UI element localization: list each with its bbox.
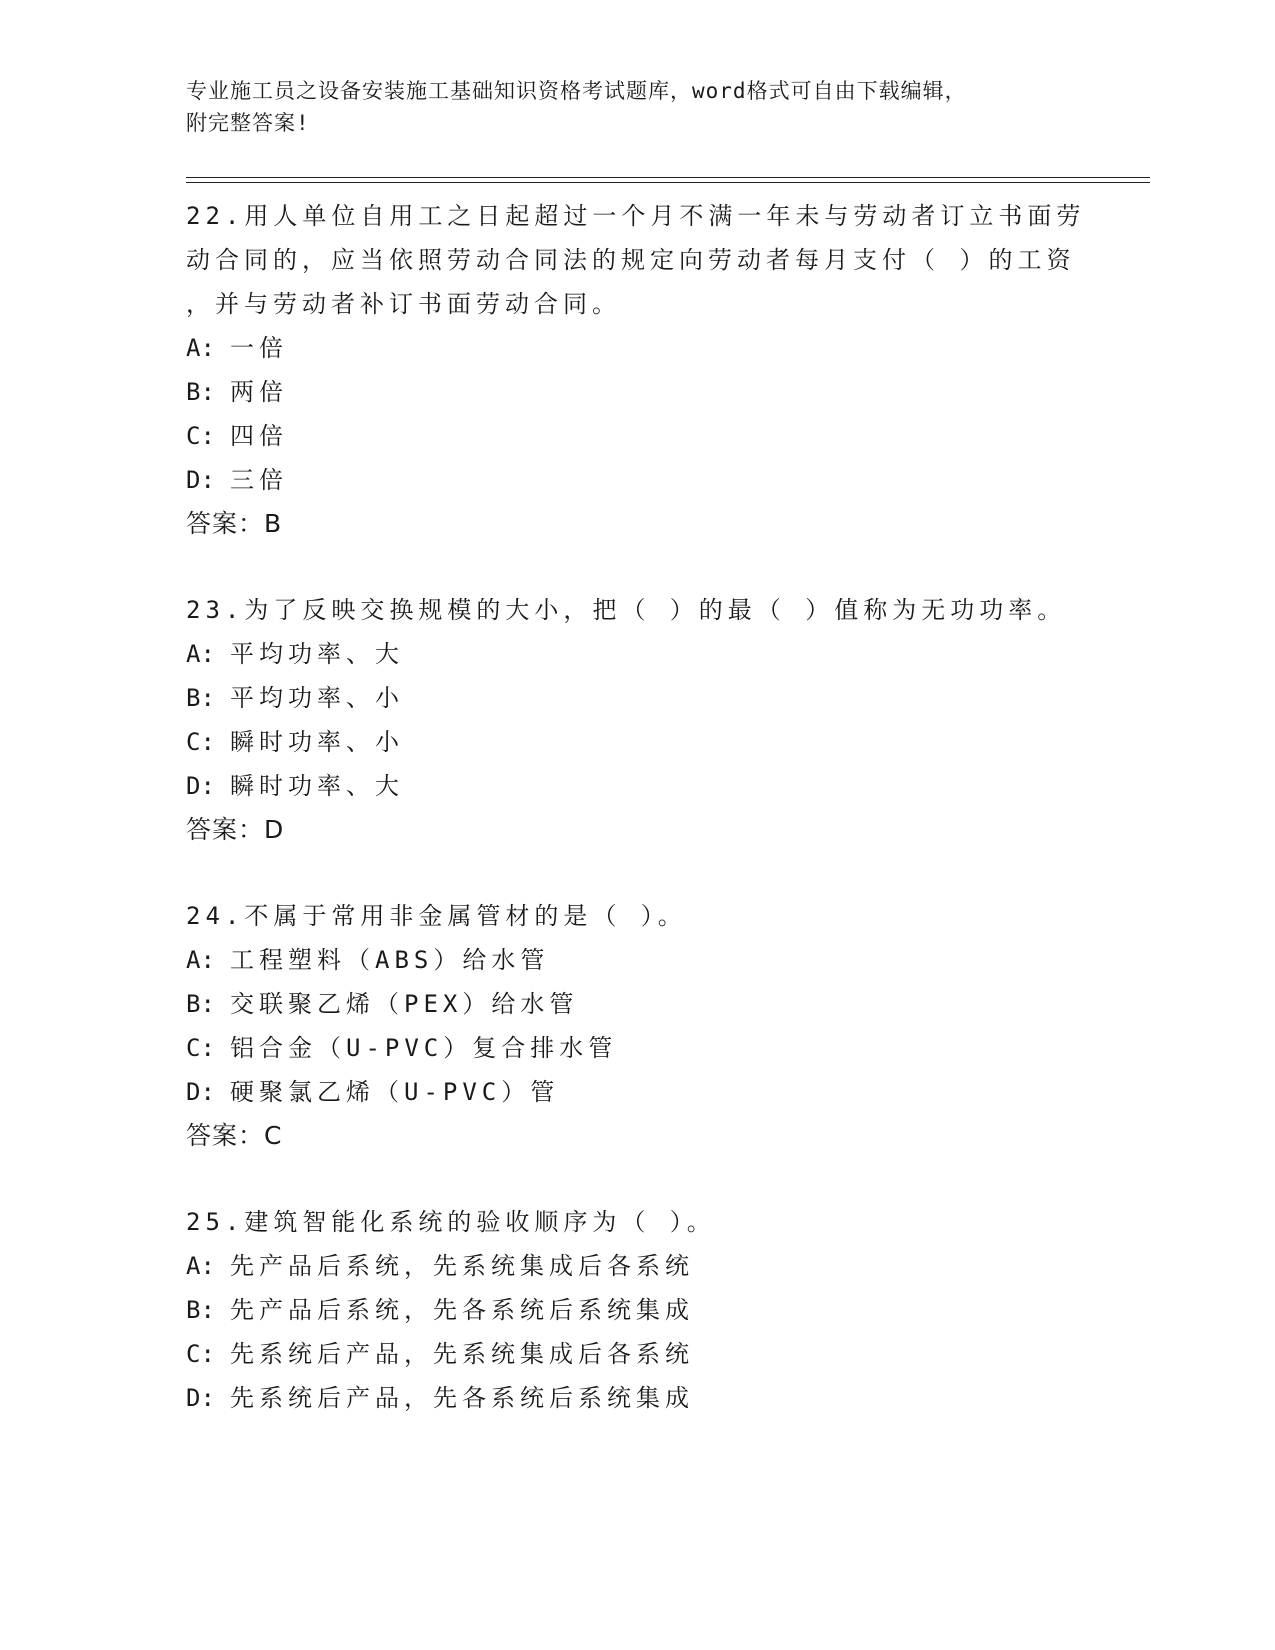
option-text: 先系统后产品，先系统集成后各系统 — [230, 1340, 694, 1368]
question-24-line-1: 24.不属于常用非金属管材的是（ ）。 — [186, 902, 687, 930]
option-letter: B: — [186, 990, 215, 1018]
question-22-line-1: 22.用人单位自用工之日起超过一个月不满一年未与劳动者订立书面劳 — [186, 202, 1086, 230]
option-text: 三倍 — [230, 466, 288, 494]
question-25-option-d — [186, 1383, 694, 1413]
question-22-option-c — [186, 421, 288, 451]
option-letter: A: — [186, 946, 215, 974]
option-letter: D: — [186, 466, 215, 494]
option-text: 瞬时功率、小 — [230, 728, 404, 756]
option-letter: B: — [186, 1296, 215, 1324]
option-text: 先产品后系统，先系统集成后各系统 — [230, 1252, 694, 1280]
option-text: 瞬时功率、大 — [230, 772, 404, 800]
option-letter: B: — [186, 378, 215, 406]
option-text: 两倍 — [230, 378, 288, 406]
question-24-option-a — [186, 945, 549, 975]
question-24-option-c — [186, 1033, 617, 1063]
question-23-option-d — [186, 771, 404, 801]
question-22-answer: 答案：B — [186, 509, 283, 538]
option-text: 先系统后产品，先各系统后系统集成 — [230, 1384, 694, 1412]
option-letter: A: — [186, 334, 215, 362]
option-text: 平均功率、小 — [230, 684, 404, 712]
option-letter: C: — [186, 422, 215, 450]
option-text: 工程塑料（ABS）给水管 — [230, 946, 550, 974]
question-22-option-a — [186, 333, 288, 363]
question-24-option-d — [186, 1077, 559, 1107]
question-23-option-c — [186, 727, 404, 757]
option-text: 铝合金（U-PVC）复合排水管 — [230, 1034, 618, 1062]
question-24-answer: 答案：C — [186, 1121, 283, 1150]
option-text: 一倍 — [230, 334, 288, 362]
option-letter: C: — [186, 728, 215, 756]
option-text: 交联聚乙烯（PEX）给水管 — [230, 990, 579, 1018]
option-text: 先产品后系统，先各系统后系统集成 — [230, 1296, 694, 1324]
option-letter: A: — [186, 1252, 215, 1280]
question-22-line-3: ，并与劳动者补订书面劳动合同。 — [186, 290, 621, 318]
question-25-option-c — [186, 1339, 694, 1369]
option-letter: C: — [186, 1340, 215, 1368]
header-line-1: 专业施工员之设备安装施工基础知识资格考试题库，word格式可自由下载编辑， — [186, 79, 967, 103]
question-23-option-b — [186, 683, 404, 713]
question-23-answer: 答案：D — [186, 815, 285, 844]
header-line-2: 附完整答案! — [186, 111, 310, 135]
option-letter: A: — [186, 640, 215, 668]
question-25-option-a — [186, 1251, 694, 1281]
option-letter: B: — [186, 684, 215, 712]
option-text: 四倍 — [230, 422, 288, 450]
question-22-option-d — [186, 465, 288, 495]
question-23-option-a — [186, 639, 404, 669]
option-text: 平均功率、大 — [230, 640, 404, 668]
question-25-option-b — [186, 1295, 694, 1325]
question-23-line-1: 23.为了反映交换规模的大小，把（ ）的最（ ）值称为无功功率。 — [186, 596, 1067, 624]
option-letter: D: — [186, 772, 215, 800]
question-22-option-b — [186, 377, 288, 407]
question-24-option-b — [186, 989, 578, 1019]
question-22-line-2: 动合同的，应当依照劳动合同法的规定向劳动者每月支付（ ）的工资 — [186, 246, 1076, 274]
option-letter: D: — [186, 1078, 215, 1106]
header-rule-top — [186, 177, 1150, 178]
header-rule-bottom — [186, 182, 1150, 183]
option-text: 硬聚氯乙烯（U-PVC）管 — [230, 1078, 560, 1106]
question-25-line-1: 25.建筑智能化系统的验收顺序为（ ）。 — [186, 1208, 716, 1236]
option-letter: D: — [186, 1384, 215, 1412]
option-letter: C: — [186, 1034, 215, 1062]
